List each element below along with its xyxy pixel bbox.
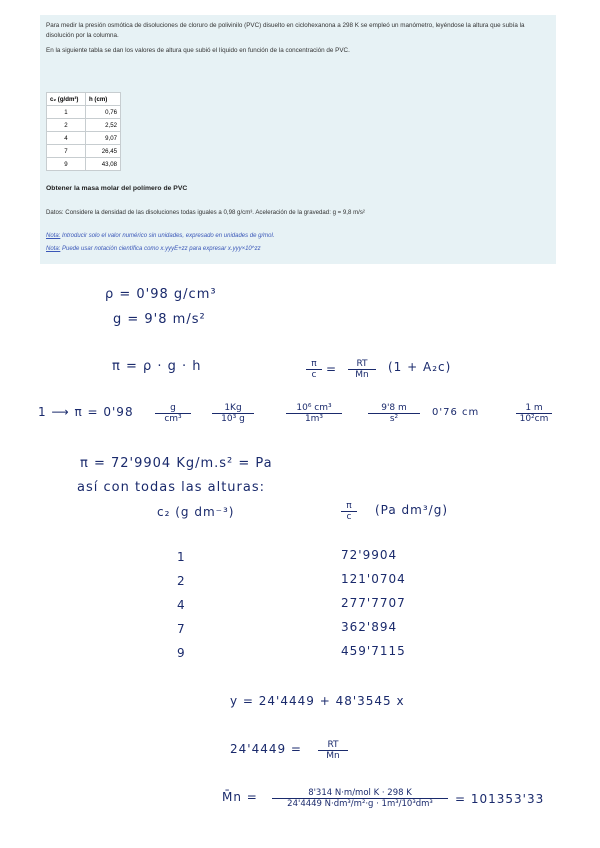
table-row [47,106,121,119]
table-header-h: h (cm) [86,93,121,106]
note-label: Nota: [46,233,61,239]
hw-row-c: 9 [177,646,186,660]
table-intro: En la siguiente tabla se dan los valores de altura que subió el líquido en función de la concentración de PVC. [46,47,350,54]
note-label: Nota: [46,246,61,252]
table-header-c2: c₂ (g/dm³) [47,93,86,106]
cell: 7 [47,145,86,158]
hw-mn-result: = 101353'33 [455,792,545,806]
hw-row-v: 459'7115 [341,644,406,658]
hw-row-c: 1 [177,550,186,564]
hw-virial-frac: $\frac{RT}{M̄n}$ [348,359,376,380]
hw-regression: y = 24'4449 + 48'3545 x [230,694,405,708]
hw-calc-term: $\frac{\text{10⁶ cm³}}{\text{1m³}}$ [286,403,342,424]
hw-intercept-frac: $\frac{RT}{M̄n}$ [318,740,348,761]
table-row [47,145,121,158]
hw-equals: = [326,362,338,376]
hw-row-v: 362'894 [341,620,398,634]
hw-virial-rhs: (1 + A₂c) [388,360,452,374]
hw-row-c: 2 [177,574,186,588]
cell: 26,45 [86,145,121,158]
cell: 43,08 [86,158,121,171]
hw-calc-term: $\frac{9'8 m}{\text{s²}}$ [368,403,420,424]
table-row [47,119,121,132]
hw-col2-units: (Pa dm³/g) [375,503,449,517]
note-text: Puede usar notación científica como x.yyyE+zz para expresar x.yyy×10^zz [60,246,261,252]
hw-g: g = 9'8 m/s² [113,312,206,327]
hw-row-c: 7 [177,622,186,636]
cell: 0,76 [86,106,121,119]
hw-row-v: 72'9904 [341,548,398,562]
hw-calc-term: $\frac{1 m}{\text{10²cm}}$ [516,403,552,424]
hw-calc-term: 0'76 cm [432,407,480,418]
question-title: Obtener la masa molar del polímero de PVC [46,185,188,192]
datos-text: Datos: Considere la densidad de las disoluciones todas iguales a 0,98 g/cm³. Aceleración de la gravedad: g = 9,8 m/s² [46,209,365,216]
note-1 [46,233,274,239]
note-2 [46,246,261,252]
hw-row-v: 277'7707 [341,596,406,610]
hw-pi-formula: π = ρ · g · h [112,359,202,374]
hw-row-c: 4 [177,598,186,612]
hw-mn-lhs: M̄n = [222,790,258,804]
hw-calc-term: $\frac{1Kg}{\text{10³ g}}$ [212,403,254,424]
table-row [47,132,121,145]
hw-calc-prefix: 1 ⟶ π = 0'98 [38,405,134,419]
hw-col2-frac: $\frac{\pi}{c}$ [341,501,357,522]
hw-intercept-lhs: 24'4449 = [230,742,302,756]
hw-calc-term: $\frac{g}{\text{cm³}}$ [155,403,191,424]
hw-pi-result: π = 72'9904 Kg/m.s² = Pa [80,456,273,471]
note-text: Introducir solo el valor numérico sin unidades, expresado en unidades de g/mol. [60,233,275,239]
cell: 4 [47,132,86,145]
cell: 9 [47,158,86,171]
problem-intro: Para medir la presión osmótica de disoluciones de cloruro de polivinilo (PVC) disuelto en ciclohexanona a 298 K se empleó un manómetro, leyéndose la altura que subía la disolución por la columna. [46,22,525,39]
cell: 1 [47,106,86,119]
cell: 2 [47,119,86,132]
cell: 9,07 [86,132,121,145]
hw-virial-lhs: $\frac{\pi}{c}$ [306,359,322,380]
hw-col1-header: c₂ (g dm⁻³) [157,505,235,519]
cell: 2,52 [86,119,121,132]
hw-row-v: 121'0704 [341,572,406,586]
hw-all-heights: así con todas las alturas: [77,480,265,495]
data-table [46,92,121,171]
hw-rho: ρ = 0'98 g/cm³ [105,287,217,302]
table-row [47,158,121,171]
hw-mn-frac: 8'314 N·m/mol K · 298 K 24'4449 N·dm³/m²·g · 1m³/10³dm³ [272,788,448,809]
